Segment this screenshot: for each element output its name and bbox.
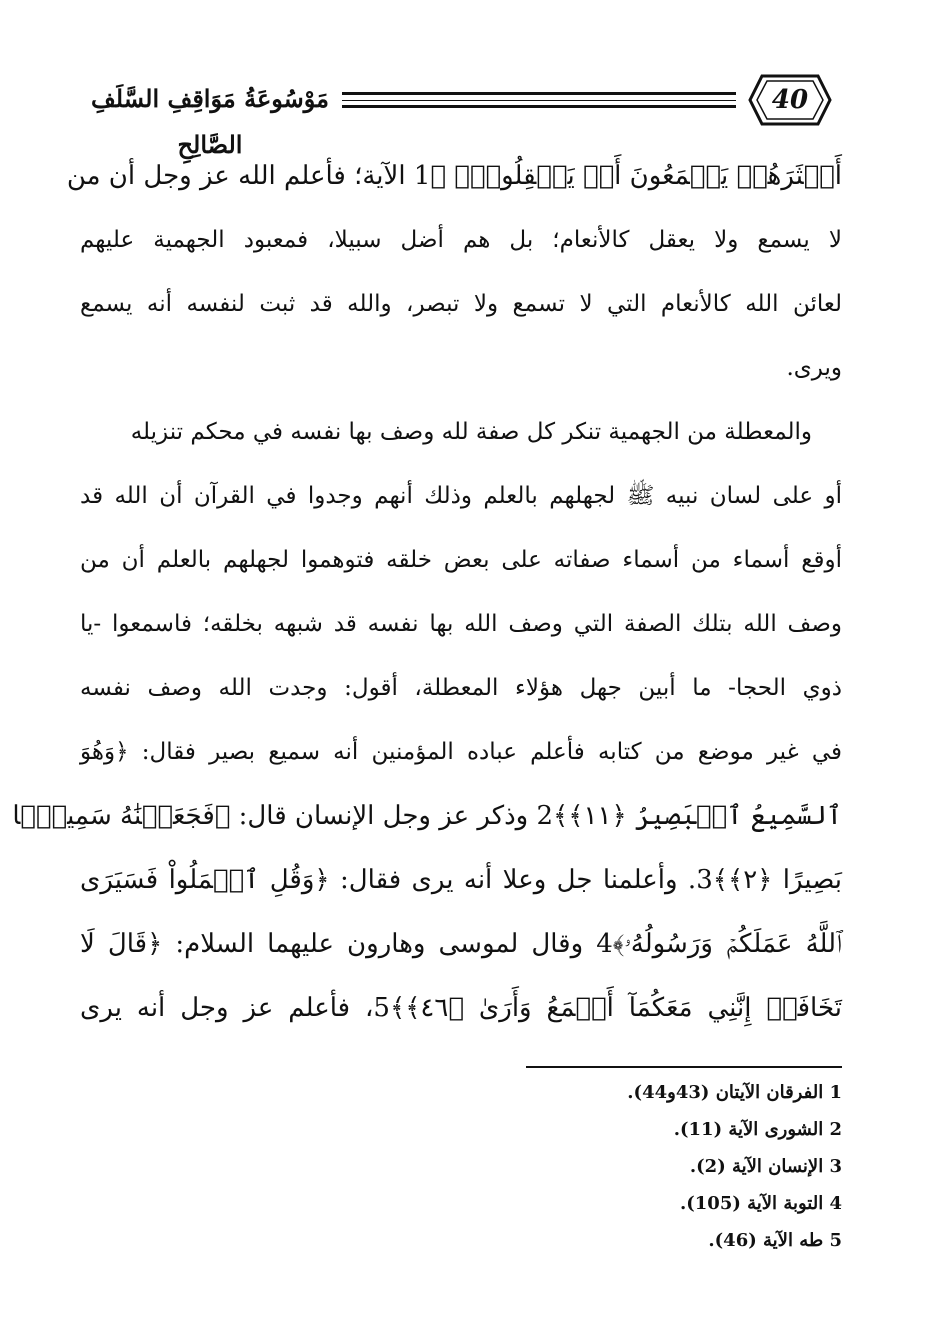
paragraph-start-line: والمعطلة من الجهمية تنكر كل صفة لله وصف بها نفسه في محكم تنزيله xyxy=(130,419,812,445)
page-header xyxy=(70,70,840,159)
text-line: لعائن الله كالأنعام التي لا تسمع ولا تبصر، والله قد ثبت لنفسه أنه يسمع xyxy=(80,291,842,317)
text-line: أوقع أسماء من أسماء صفاته على بعض خلقه فتوهموا لجهلهم بالعلم أن من xyxy=(80,547,842,573)
footnote: 5 طه الآية (46). xyxy=(708,1230,842,1251)
header-rule xyxy=(342,105,736,108)
footnote: 2 الشورى الآية (11). xyxy=(673,1119,842,1140)
text-line: ويرى. xyxy=(786,355,842,381)
page-number-badge xyxy=(748,72,832,128)
header-rule xyxy=(342,92,736,95)
book-title: مَوْسُوعَةُ مَوَاقِفِ السَّلَفِ الصَّالِحِ xyxy=(90,84,330,159)
text-line: أو على لسان نبيه ﷺ لجهلهم بالعلم وذلك أنهم وجدوا في القرآن أن الله قد xyxy=(80,483,842,509)
text-line: في غير موضع من كتابه فأعلم عباده المؤمنين أنه سميع بصير فقال: ﴿وَهُوَ xyxy=(80,739,842,765)
footnote-divider xyxy=(526,1066,842,1068)
footnote: 4 التوبة الآية (105). xyxy=(679,1193,842,1214)
text-line: أَكۡثَرَهُمۡ يَسۡمَعُونَ أَوۡ يَعۡقِلُونَۚ ﴾1 الآية؛ فأعلم الله عز وجل أن من xyxy=(66,161,842,191)
text-line: ذوي الحجا- ما أبين جهل هؤلاء المعطلة، أقول: وجدت الله وصف نفسه xyxy=(80,675,842,701)
footnote: 3 الإنسان الآية (2). xyxy=(689,1156,842,1177)
text-line: تَخَافَآۖ إِنَّنِي مَعَكُمَآ أَسۡمَعُ وَأَرَىٰ ﴿٤٦﴾﴾5، فأعلم عز وجل أنه يرى xyxy=(80,993,842,1023)
footnotes xyxy=(480,1074,842,1259)
text-line: وصف الله بتلك الصفة التي وصف الله بها نفسه قد شبهه بخلقه؛ فاسمعوا -يا xyxy=(80,611,842,637)
text-line: ٱللَّهُ عَمَلَكُمۡ وَرَسُولُهُۥ﴾4 وقال لموسى وهارون عليهما السلام: ﴿قَالَ لَا xyxy=(80,929,842,959)
body-text xyxy=(12,144,843,1040)
header-rule xyxy=(342,100,736,101)
footnote: 1 الفرقان الآيتان (43و44). xyxy=(627,1082,842,1103)
text-line: ٱلسَّمِيعُ ٱلۡبَصِيرُ ﴿١١﴾﴾2 وذكر عز وجل الإنسان قال: ﴿فَجَعَلۡنَٰهُ سَمِيعَۢا xyxy=(12,801,842,831)
text-line: لا يسمع ولا يعقل كالأنعام؛ بل هم أضل سبيلا، فمعبود الجهمية عليهم xyxy=(80,227,842,253)
text-line: بَصِيرًا ﴿٢﴾﴾3. وأعلمنا جل وعلا أنه يرى فقال: ﴿وَقُلِ ٱعۡمَلُواْ فَسَيَرَى xyxy=(80,865,843,895)
page-number: 40 xyxy=(771,85,809,115)
